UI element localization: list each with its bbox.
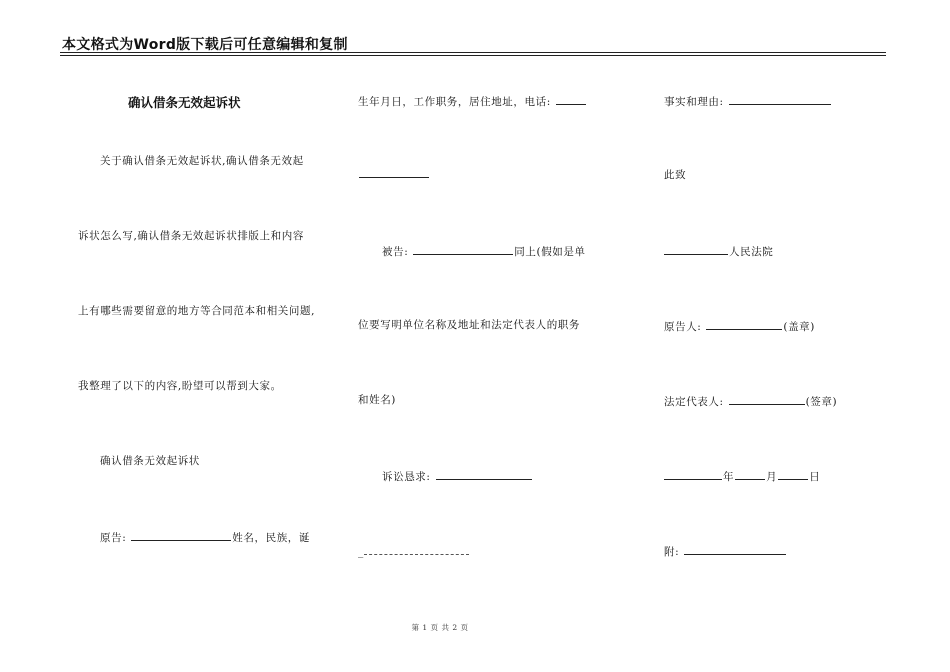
court-line	[664, 243, 773, 259]
defendant-line	[382, 243, 586, 259]
defendant-blank	[413, 243, 513, 255]
continuation-blank	[359, 166, 429, 178]
rep-blank	[729, 393, 805, 405]
plaintiff-sign-line	[664, 318, 815, 334]
attach-blank	[684, 543, 786, 555]
plaintiff-sign-label: 原告人:	[664, 321, 702, 333]
year-blank	[664, 468, 722, 480]
date-line	[664, 468, 820, 484]
plaintiff-label: 原告:	[100, 532, 127, 544]
intro-line-2: 诉状怎么写,确认借条无效起诉状排版上和内容	[78, 230, 304, 242]
facts-blank	[729, 93, 831, 105]
plaintiff-line	[100, 529, 310, 545]
day-label: 日	[809, 471, 821, 483]
year-label: 年	[723, 471, 735, 483]
facts-line	[664, 93, 832, 109]
salutation: 此致	[664, 169, 687, 181]
intro-line-3: 上有哪些需要留意的地方等合同范本和相关问题,	[78, 305, 316, 317]
month-label: 月	[766, 471, 778, 483]
document-title: 确认借条无效起诉状	[128, 95, 241, 110]
intro-line-4: 我整理了以下的内容,盼望可以帮到大家。	[78, 380, 282, 392]
dashed-line	[358, 543, 469, 559]
rep-sign: (签章)	[805, 396, 838, 408]
col2-line-5: 和姓名)	[358, 394, 396, 406]
section-subtitle: 确认借条无效起诉状	[100, 455, 200, 467]
plaintiff-sign-blank	[706, 318, 782, 330]
header-title: 本文格式为Word版下载后可任意编辑和复制	[62, 37, 348, 53]
col2-line-4: 位要写明单位名称及地址和法定代表人的职务	[358, 319, 580, 331]
defendant-label: 被告:	[382, 246, 409, 258]
plaintiff-seal: (盖章)	[783, 321, 815, 333]
defendant-tail: 同上(假如是单	[514, 246, 586, 258]
header-rule-bottom	[60, 55, 886, 56]
claims-line	[382, 468, 533, 484]
dashed-blank	[364, 543, 469, 555]
claims-label: 诉讼恳求:	[382, 471, 431, 483]
court-tail: 人民法院	[729, 246, 774, 258]
plaintiff-tail: 姓名，民族，诞	[232, 532, 310, 544]
page-number: 第 1 页 共 2 页	[411, 623, 469, 632]
plaintiff-name-blank	[131, 529, 231, 541]
phone-blank	[556, 93, 586, 105]
attach-label: 附:	[664, 546, 680, 558]
court-blank	[664, 243, 728, 255]
facts-label: 事实和理由:	[664, 96, 724, 108]
attach-line	[664, 543, 787, 559]
birth-info-text: 生年月日，工作职务，居住地址，电话:	[358, 96, 551, 108]
dash-prefix: _	[358, 546, 364, 558]
month-blank	[735, 468, 765, 480]
header-rule-top	[60, 52, 886, 53]
day-blank	[778, 468, 808, 480]
rep-label: 法定代表人:	[664, 396, 724, 408]
intro-line-1: 关于确认借条无效起诉状,确认借条无效起	[100, 155, 304, 167]
rep-line	[664, 393, 837, 409]
claims-blank	[436, 468, 532, 480]
col2-line-1	[358, 93, 587, 109]
